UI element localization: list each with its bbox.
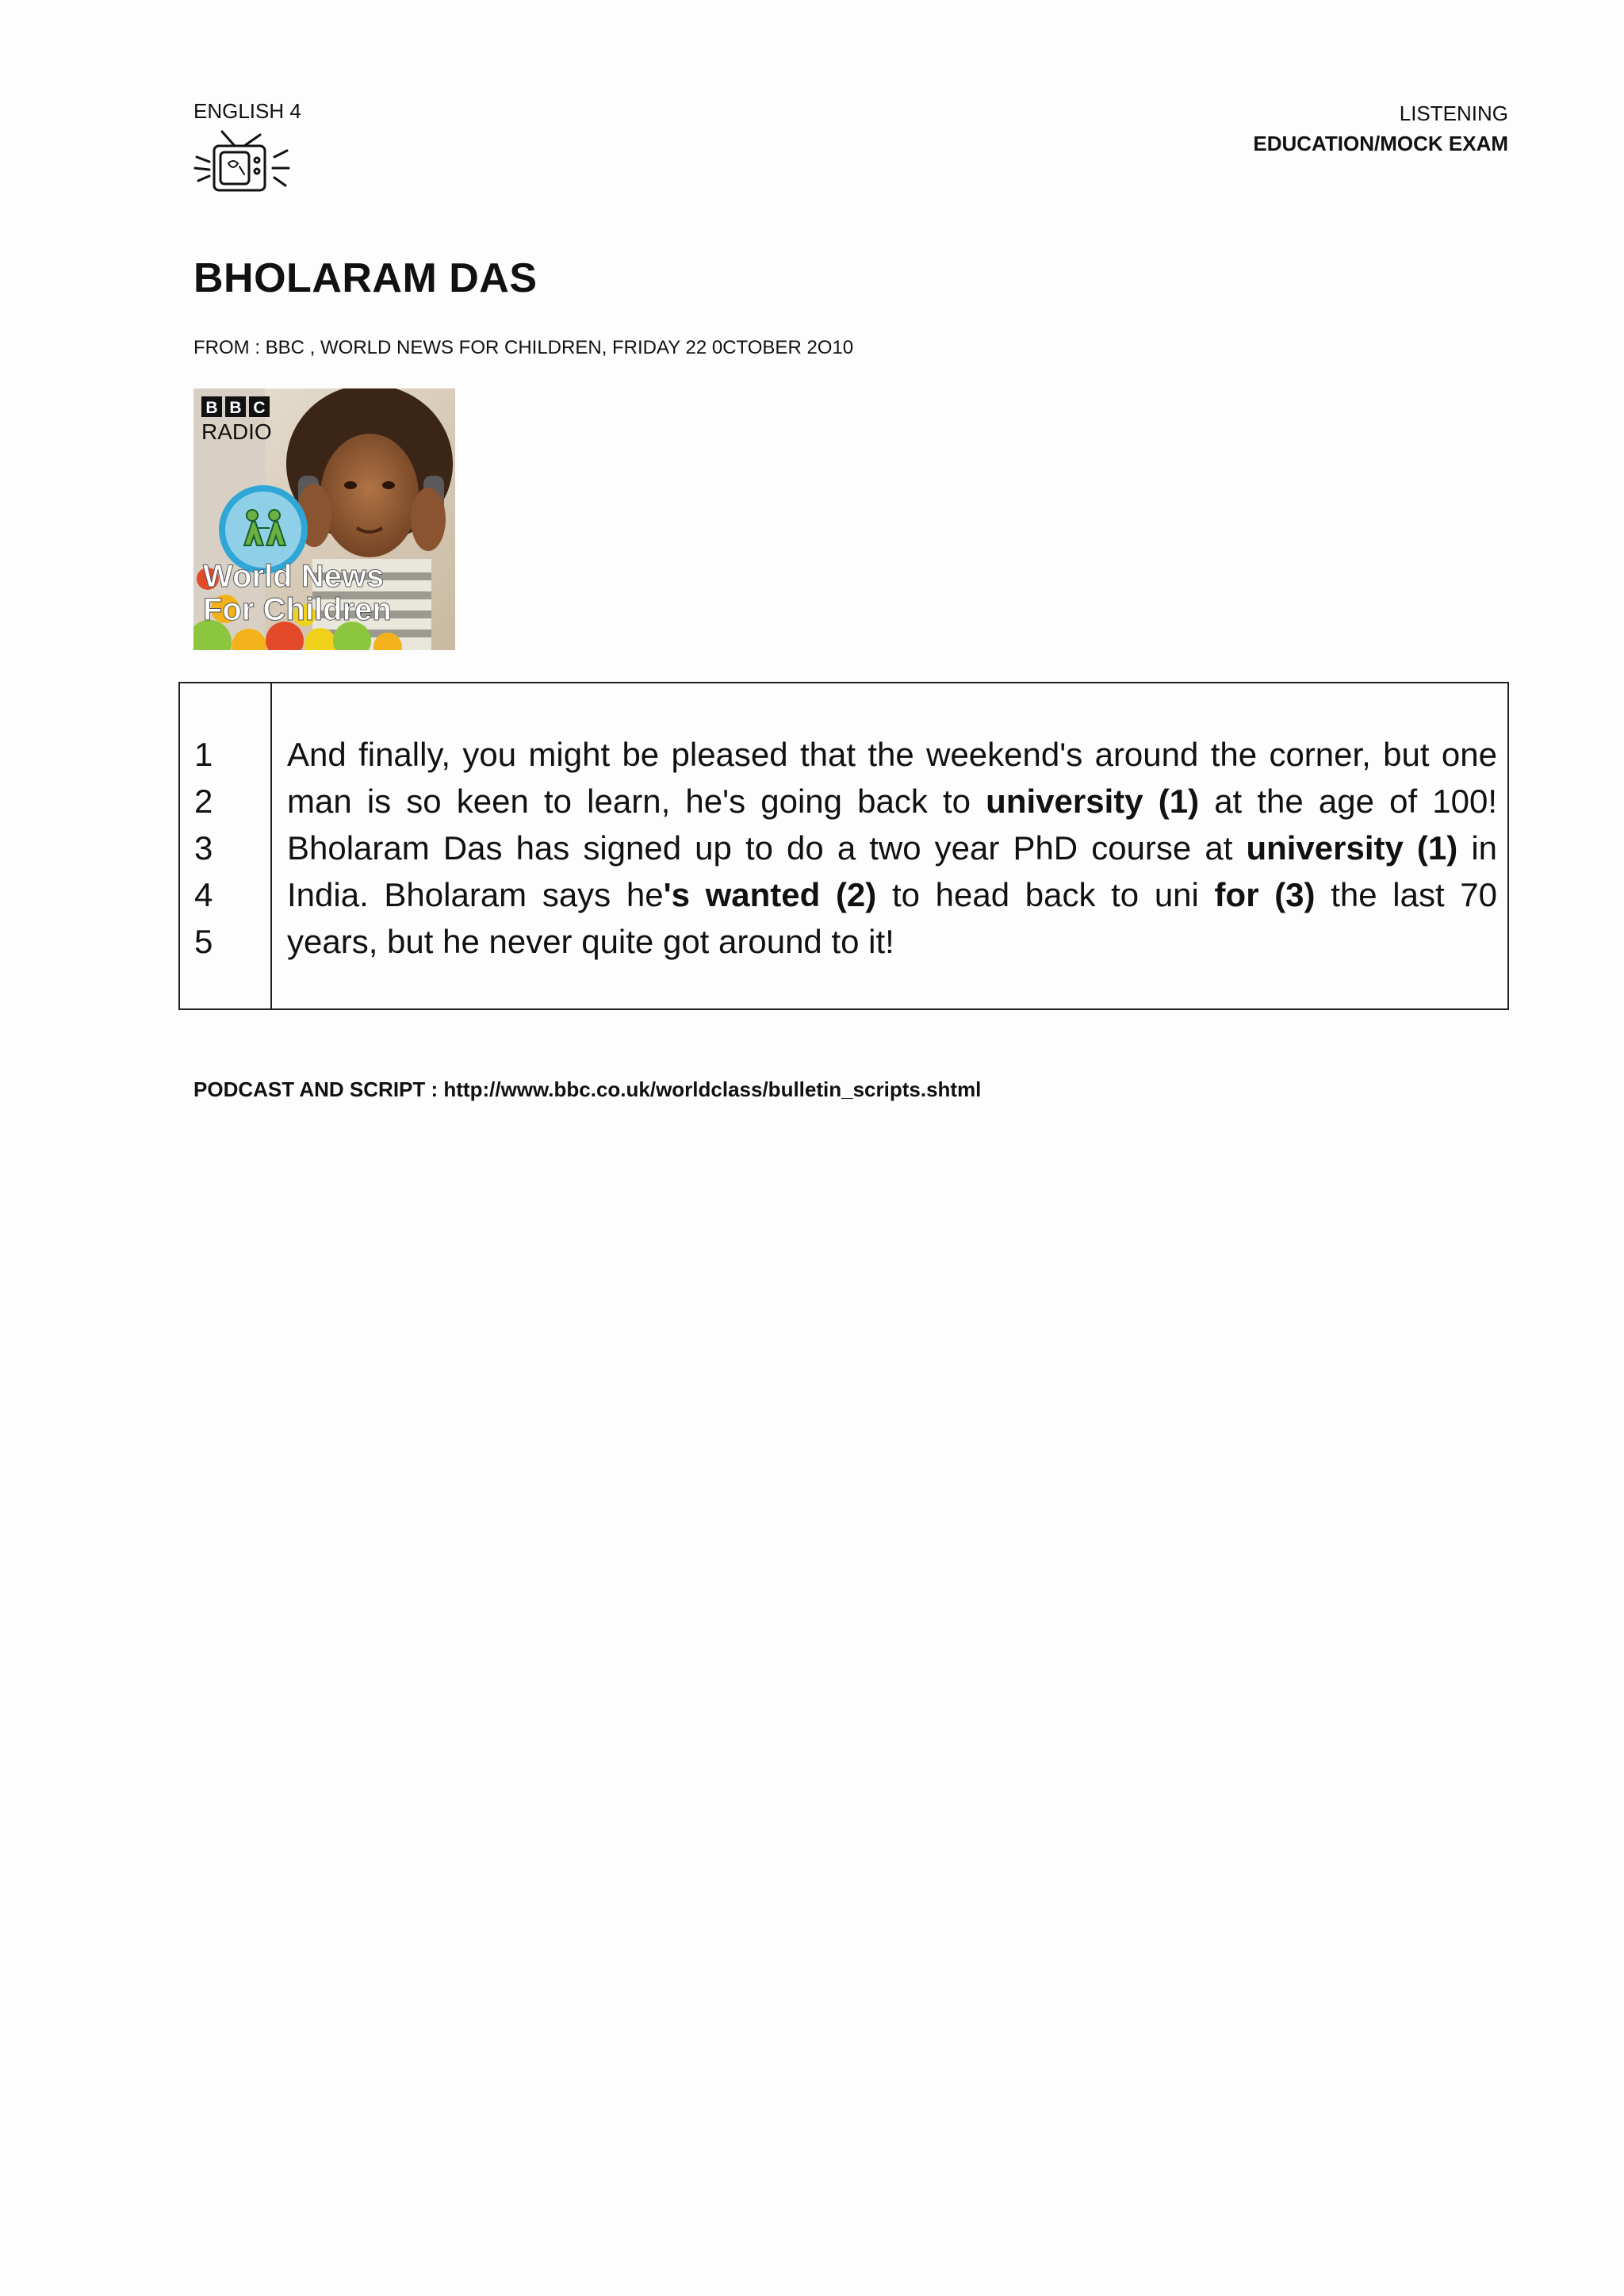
category-label: EDUCATION/MOCK EXAM: [1253, 132, 1508, 155]
line-number-column: [180, 683, 272, 1008]
transcript-segment: the last 70 years, but he never quite got around to it!: [287, 876, 1497, 960]
bbc-letter: B: [229, 399, 242, 417]
line-number: 1: [194, 736, 213, 773]
skill-label: LISTENING: [1399, 101, 1508, 125]
line-number: 2: [194, 783, 213, 820]
line-number: 3: [194, 829, 213, 867]
podcast-link-footer[interactable]: PODCAST AND SCRIPT : http://www.bbc.co.uk/worldclass/bulletin_scripts.shtml: [193, 1077, 982, 1101]
line-numbers: [194, 731, 213, 965]
show-title-line2: For Children: [203, 592, 392, 627]
answer-key-text: 's wanted (2): [663, 876, 877, 913]
transcript-segment: in India. Bholaram says he: [287, 829, 1498, 913]
source-line: FROM : BBC , WORLD NEWS FOR CHILDREN, FRIDAY 22 0CTOBER 2O10: [193, 337, 854, 358]
line-number: 4: [194, 876, 213, 913]
answer-key-text: for (3): [1214, 876, 1316, 913]
answer-key-text: university (1): [986, 783, 1200, 820]
transcript-segment: at the age of 100! Bholaram Das has signed up to do a two year PhD course at: [287, 783, 1498, 867]
podcast-cover-image: [193, 388, 455, 650]
line-number: 5: [194, 923, 213, 960]
bbc-letter: B: [205, 399, 218, 417]
transcript-text: [287, 731, 1497, 965]
bbc-logo: [201, 396, 272, 444]
transcript-segment: And finally, you might be pleased that the weekend's around the corner, but one man is so keen to learn, he's going back to: [287, 736, 1497, 820]
show-title-line1: World News: [203, 559, 385, 594]
answer-key-text: university (1): [1246, 829, 1458, 867]
header-right: [1253, 98, 1508, 159]
transcript-table: [178, 682, 1509, 1010]
bbc-letter: C: [253, 399, 266, 417]
page-title: BHOLARAM DAS: [193, 255, 538, 301]
radio-label: RADIO: [201, 419, 272, 444]
television-icon: [193, 128, 290, 200]
course-label: ENGLISH 4: [193, 99, 301, 123]
transcript-segment: to head back to uni: [876, 876, 1215, 913]
